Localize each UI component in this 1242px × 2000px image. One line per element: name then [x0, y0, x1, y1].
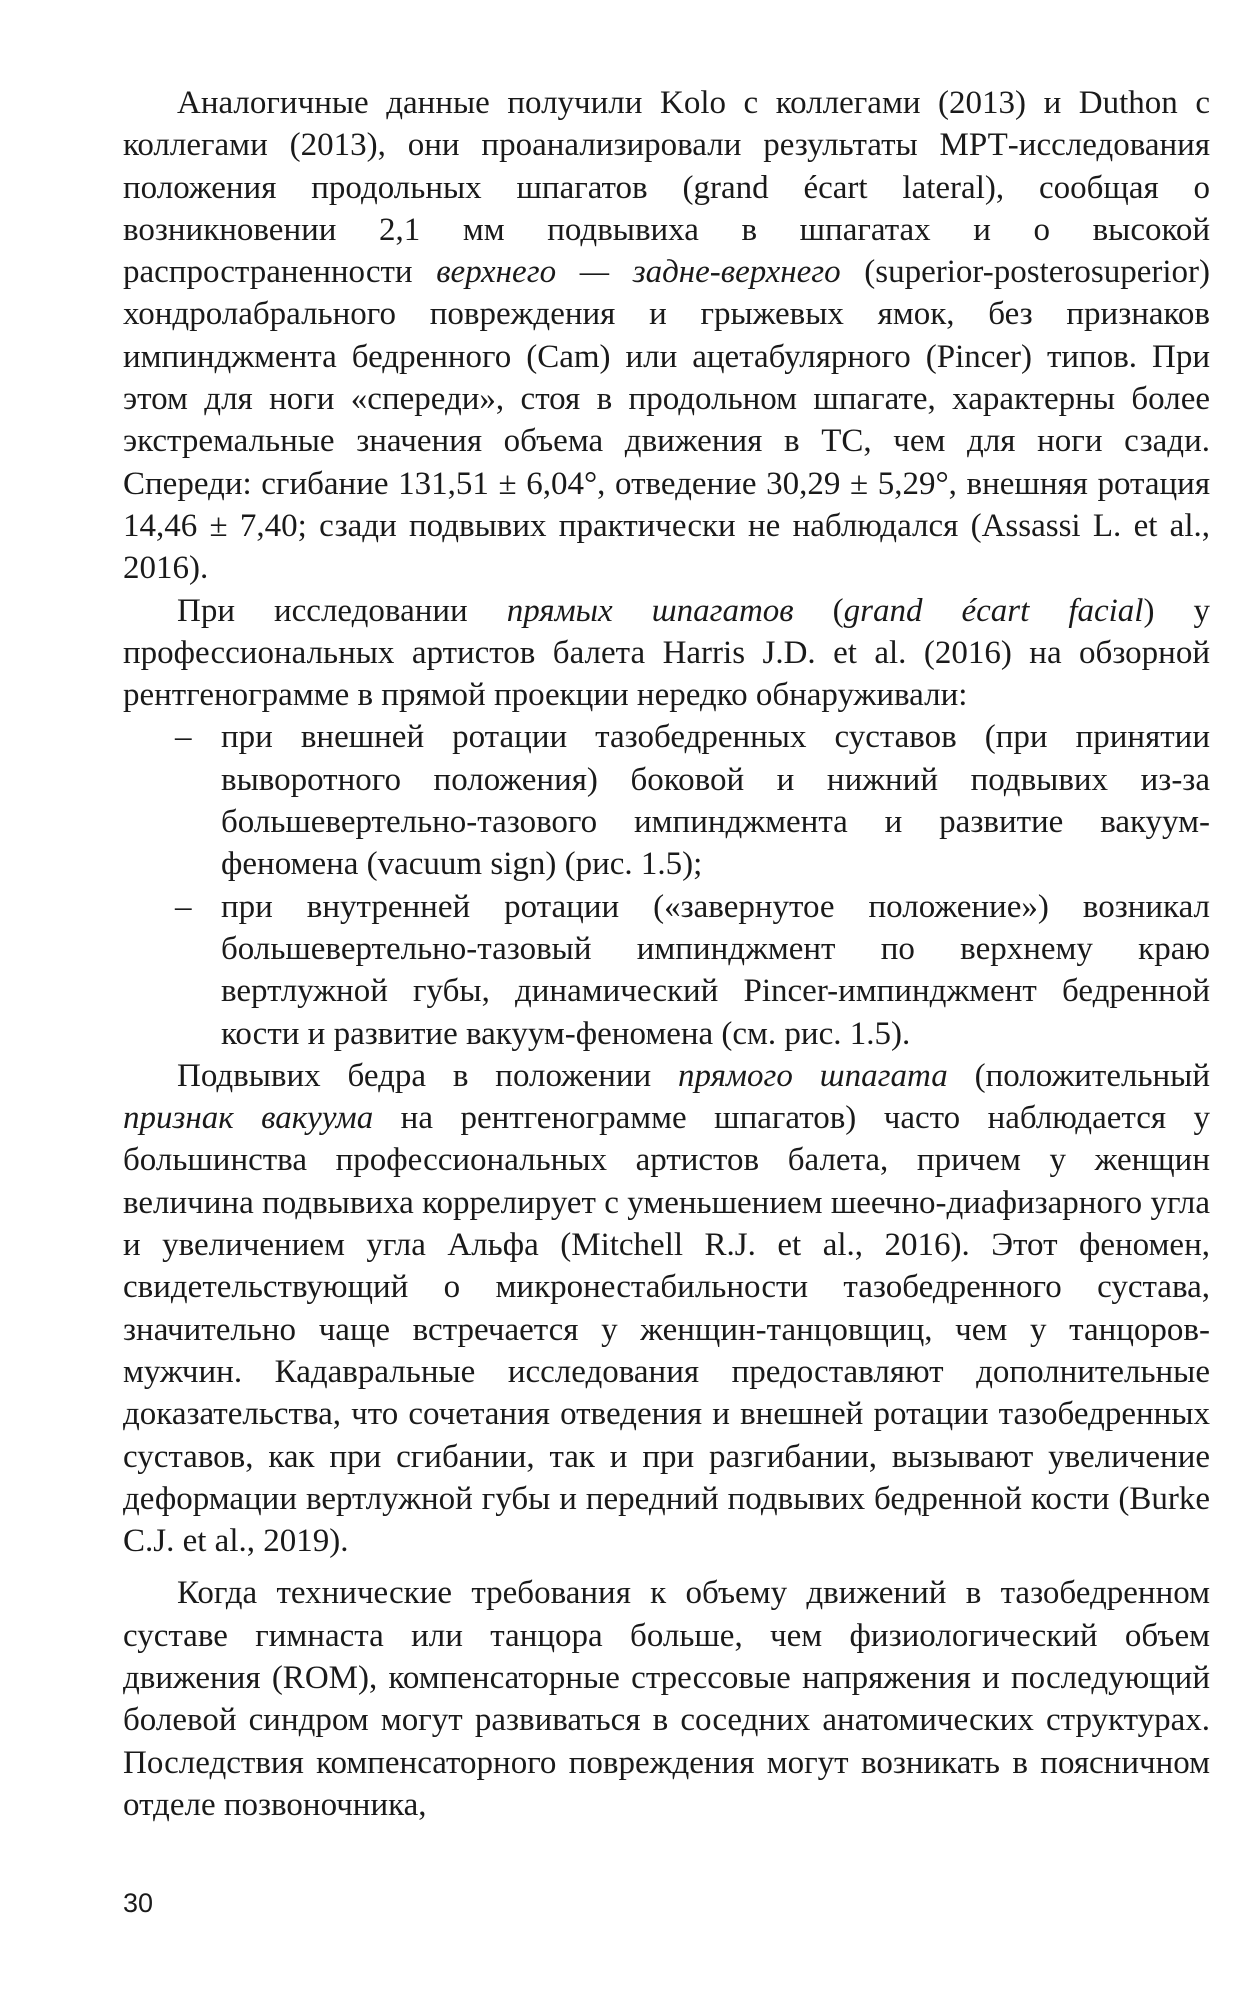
list-item-text: при внешней ротации тазобедренных суставов (при принятии выворотного положения) боковой и нижний подвывих из-за большевертельно-тазового импинджмента и развитие вакуум-феномена (vacuum sign) (рис. 1.5); — [221, 719, 1210, 883]
paragraph-1-text-a: Аналогичные данные получили Kolo с коллегами (2013) и Duthon с коллегами (2013), они проанализировали результаты МРТ-исследования положения продольных шпагатов (grand écart lateral), сообщая о возникновении 2,1 мм подвывиха в шпагатах и о высокой распространенности — [123, 85, 1210, 291]
paragraph-2-text-e: ) у профессиональных артистов балета Harris J.D. et al. (2016) на обзорной рентгенограмме в прямой проекции нередко обнаруживали: — [123, 592, 1210, 714]
paragraph-2-text-a: При исследовании — [177, 592, 507, 629]
paragraph-2-italic-1: прямых шпагатов — [506, 592, 794, 629]
dash-bullet: – — [175, 719, 192, 756]
paragraph-1-italic: верхнего — задне-верхнего — [436, 254, 841, 291]
paragraph-1 — [123, 82, 1210, 590]
paragraph-3-text-a: Подвывих бедра в положении — [177, 1057, 679, 1094]
paragraph-2-italic-2: grand écart facial — [843, 592, 1144, 629]
findings-list — [123, 716, 1210, 1054]
paragraph-3 — [123, 1055, 1210, 1563]
paragraph-2 — [123, 590, 1210, 717]
paragraph-3-text-c: (положительный — [947, 1057, 1211, 1094]
page-body — [123, 82, 1210, 1826]
list-item-text: при внутренней ротации («завернутое положение») возникал большевертельно-тазовый импинджмент по верхнему краю вертлужной губы, динамический Pincer-импинджмент бедренной кости и развитие вакуум-феномена (см. рис. 1.5). — [221, 888, 1210, 1052]
paragraph-3-text-e: на рентгенограмме шпагатов) часто наблюдается у большинства профессиональных артистов балета, причем у женщин величина подвывиха коррелирует с уменьшением шеечно-диафизарного угла и увеличением угла Альфа (Mitchell R.J. et al., 2016). Этот феномен, свидетельствующий о микронестабильности тазобедренного сустава, значительно чаще встречается у женщин-танцовщиц, чем у танцоров-мужчин. Кадавральные исследования предоставляют дополнительные доказательства, что сочетания отведения и внешней ротации тазобедренных суставов, как при сгибании, так и при разгибании, вызывают увеличение деформации вертлужной губы и передний подвывих бедренной кости (Burke C.J. et al., 2019). — [123, 1100, 1210, 1560]
paragraph-4: Когда технические требования к объему движений в тазобедренном суставе гимнаста или танцора больше, чем физиологический объем движения (ROM), компенсаторные стрессовые напряжения и последующий болевой синдром могут развиваться в соседних анатомических структурах. Последствия компенсаторного повреждения могут возникать в поясничном отделе позвоночника, — [123, 1575, 1210, 1823]
list-item — [123, 716, 1210, 885]
paragraph-2-text-c: ( — [793, 592, 844, 629]
list-item — [123, 886, 1210, 1055]
paragraph-1-text-c: (superior-posterosuperior) хондролабрального повреждения и грыжевых ямок, без признаков импинджмента бедренного (Cam) или ацетабулярного (Pincer) типов. При этом для ноги «спереди», стоя в продольном шпагате, характерны более экстремальные значения объема движения в ТС, чем для ноги сзади. Спереди: сгибание 131,51 ± 6,04°, отведение 30,29 ± 5,29°, внешняя ротация 14,46 ± 7,40; сзади подвывих практически не наблюдался (Assassi L. et al., 2016). — [123, 254, 1210, 587]
dash-bullet: – — [175, 888, 192, 925]
paragraph-3-italic-2: признак вакуума — [123, 1100, 374, 1137]
paragraph-3-italic-1: прямого шпагата — [678, 1057, 948, 1094]
page-number: 30 — [123, 1888, 154, 1918]
